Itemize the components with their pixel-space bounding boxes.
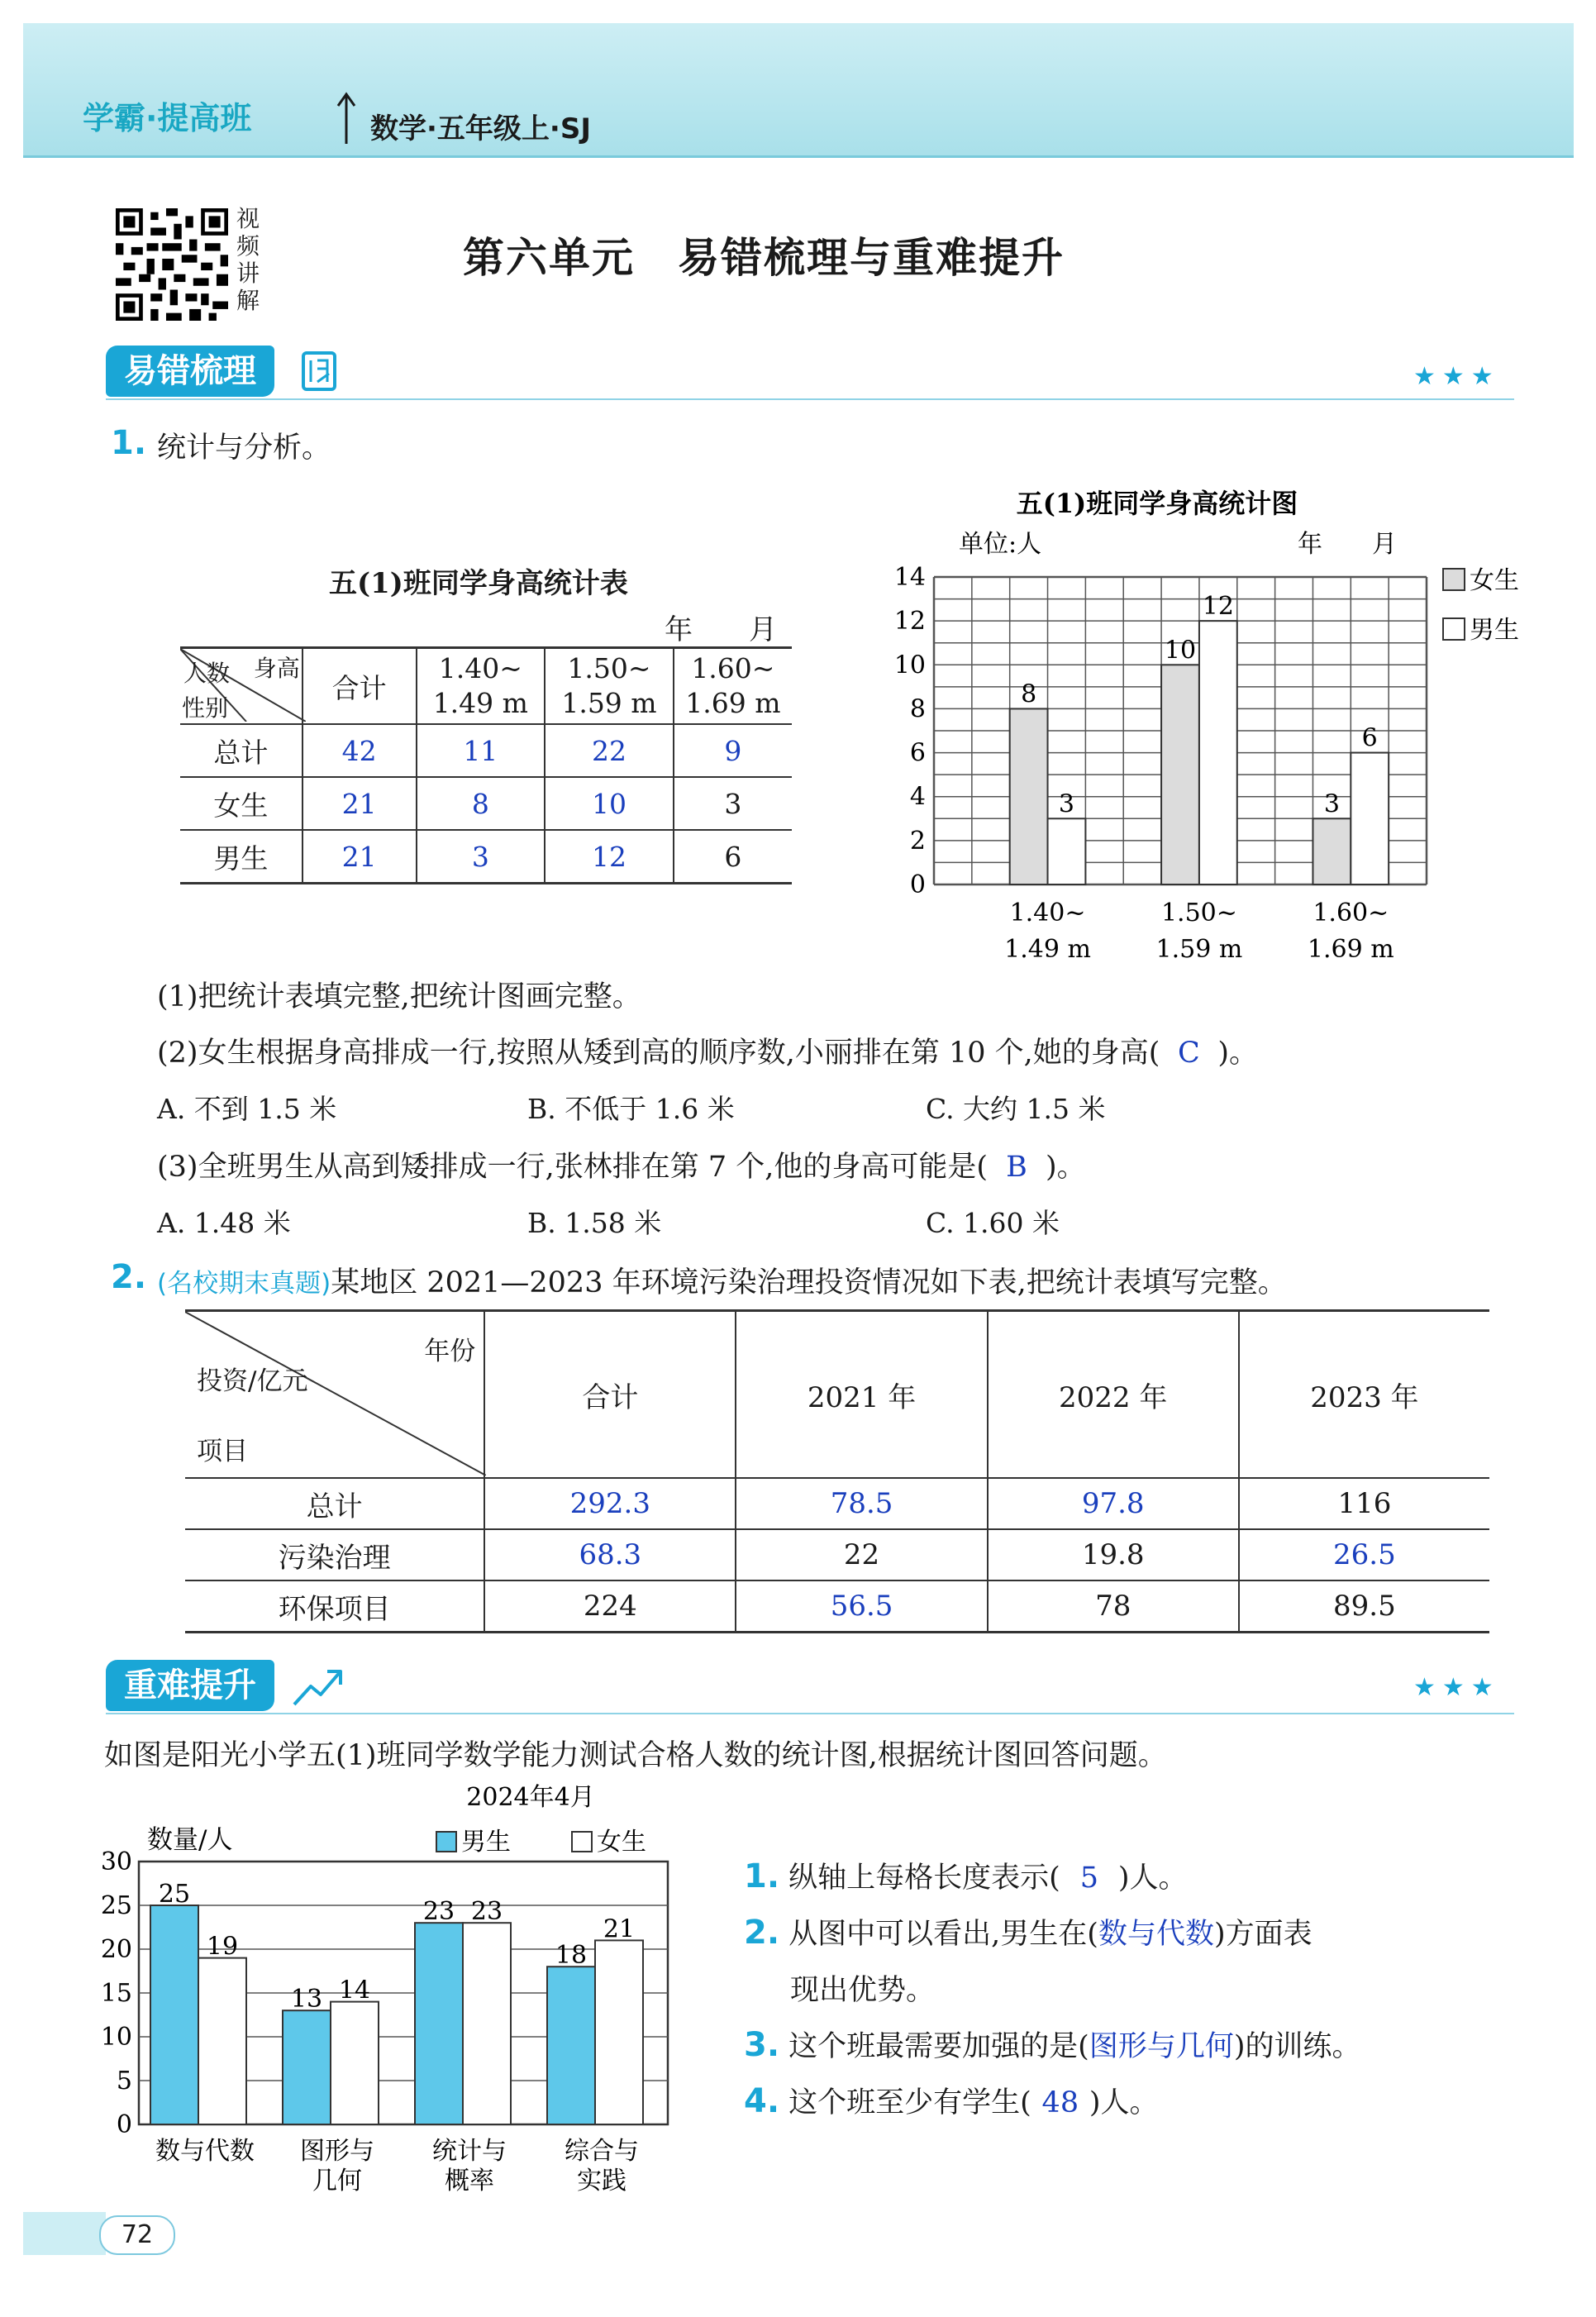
legend-swatch bbox=[436, 1832, 456, 1852]
section-divider bbox=[106, 398, 1514, 400]
header-cell: 2022 年 bbox=[988, 1311, 1239, 1479]
item-text-end: )人。 bbox=[1117, 1862, 1188, 1895]
item-text-end: )的训练。 bbox=[1233, 2030, 1361, 2063]
y-tick-label: 10 bbox=[100, 2023, 132, 2052]
y-tick-label: 14 bbox=[893, 563, 926, 592]
row-label: 男生 bbox=[180, 830, 303, 884]
y-tick-label: 0 bbox=[909, 870, 926, 899]
x-tick-label: 1.50~ bbox=[1160, 899, 1237, 927]
y-tick-label: 5 bbox=[116, 2067, 132, 2095]
y-tick-label: 6 bbox=[909, 738, 926, 768]
table-header-row bbox=[185, 1311, 1489, 1479]
table-row bbox=[185, 1529, 1489, 1580]
answer-cell: 56.5 bbox=[736, 1580, 987, 1633]
item-text: 纵轴上每格长度表示( bbox=[788, 1862, 1060, 1895]
corner-top-label: 年份 bbox=[424, 1337, 476, 1366]
table-date: 年 月 bbox=[665, 613, 777, 646]
bar-女生 bbox=[331, 2002, 379, 2124]
advance-item-4 bbox=[744, 2080, 1158, 2121]
option-c: C. 大约 1.5 米 bbox=[926, 1093, 1106, 1125]
bar-女生 bbox=[1161, 665, 1199, 884]
table-row bbox=[180, 830, 792, 884]
item-text: 这个班至少有学生( bbox=[788, 2086, 1031, 2119]
row-label: 女生 bbox=[180, 777, 303, 830]
table-cell: 89.5 bbox=[1239, 1580, 1489, 1633]
advance-item-2 bbox=[744, 1911, 1313, 1952]
section-review-label: 易错梳理 bbox=[124, 352, 256, 390]
table-row bbox=[185, 1580, 1489, 1633]
bar-男生 bbox=[1199, 621, 1237, 884]
y-tick-label: 15 bbox=[100, 1979, 132, 2008]
answer-field[interactable]: B bbox=[1006, 1151, 1027, 1184]
y-tick-label: 20 bbox=[100, 1935, 132, 1964]
data-label: 10 bbox=[1164, 636, 1197, 665]
review-icon bbox=[301, 350, 339, 392]
x-tick-label: 数与代数 bbox=[155, 2137, 255, 2166]
bar-男生 bbox=[415, 1923, 463, 2124]
legend-swatch bbox=[1443, 618, 1465, 640]
legend-swatch bbox=[1443, 569, 1465, 590]
answer-cell: 10 bbox=[545, 777, 674, 830]
answer-cell: 21 bbox=[303, 777, 417, 830]
data-label: 23 bbox=[470, 1897, 503, 1927]
x-tick-label: 统计与 bbox=[432, 2137, 507, 2166]
x-tick-label: 几何 bbox=[312, 2167, 362, 2195]
question-2-line bbox=[157, 1260, 1287, 1301]
brand-name: 学霸·提高班 bbox=[83, 100, 252, 136]
data-label: 25 bbox=[158, 1880, 191, 1909]
item-number: 4. bbox=[744, 2082, 780, 2120]
subquestion-3-end: )。 bbox=[1046, 1151, 1086, 1184]
corner-top-label: 身高 bbox=[253, 655, 300, 682]
header-cell: 2023 年 bbox=[1239, 1311, 1489, 1479]
item-text: 这个班最需要加强的是( bbox=[788, 2030, 1089, 2063]
data-label: 12 bbox=[1202, 592, 1234, 622]
y-tick-label: 2 bbox=[909, 826, 926, 856]
header-cell: 1.50~ 1.59 m bbox=[545, 648, 674, 725]
header-cell: 1.60~ 1.69 m bbox=[674, 648, 792, 725]
option-c: C. 1.60 米 bbox=[926, 1207, 1060, 1239]
legend-label: 男生 bbox=[1470, 616, 1519, 645]
subquestion-3-text: (3)全班男生从高到矮排成一行,张林排在第 7 个,他的身高可能是( bbox=[157, 1151, 989, 1184]
y-axis-label: 数量/人 bbox=[147, 1825, 233, 1855]
header-cell: 1.40~ 1.49 m bbox=[417, 648, 545, 725]
bar-男生 bbox=[547, 1967, 595, 2124]
page-header-band bbox=[23, 23, 1574, 158]
corner-mid-label: 人数 bbox=[183, 660, 231, 687]
table-cell: 22 bbox=[736, 1529, 987, 1580]
ability-bar-chart bbox=[99, 1777, 711, 2207]
x-tick-label: 概率 bbox=[445, 2167, 494, 2195]
answer-cell: 12 bbox=[545, 830, 674, 884]
y-tick-label: 8 bbox=[909, 694, 926, 724]
data-label: 21 bbox=[603, 1914, 636, 1944]
bar-女生 bbox=[463, 1923, 511, 2124]
table-row bbox=[180, 777, 792, 830]
qr-code-icon[interactable] bbox=[116, 208, 228, 321]
qr-label: 视频讲解 bbox=[236, 205, 260, 314]
item-number: 3. bbox=[744, 2026, 780, 2064]
chart-date: 年 月 bbox=[1298, 530, 1397, 559]
bar-女生 bbox=[198, 1958, 246, 2124]
source-tag: (名校期末真题) bbox=[157, 1269, 331, 1299]
item-text-end: )人。 bbox=[1089, 2086, 1159, 2119]
legend-label: 女生 bbox=[597, 1828, 646, 1857]
subquestion-1: (1)把统计表填完整,把统计图画完整。 bbox=[157, 980, 641, 1013]
y-tick-label: 12 bbox=[893, 607, 926, 636]
bar-男生 bbox=[1351, 753, 1389, 884]
advance-intro: 如图是阳光小学五(1)班同学数学能力测试合格人数的统计图,根据统计图回答问题。 bbox=[104, 1739, 1167, 1772]
height-stats-table bbox=[180, 646, 792, 884]
bar-女生 bbox=[595, 1940, 643, 2124]
subquestion-2-end: )。 bbox=[1217, 1037, 1259, 1070]
item-number: 1. bbox=[744, 1857, 780, 1895]
x-tick-label: 1.69 m bbox=[1307, 935, 1394, 964]
data-label: 8 bbox=[1021, 679, 1037, 709]
answer-field[interactable]: 5 bbox=[1079, 1862, 1098, 1895]
chart-date: 2024年4月 bbox=[466, 1783, 595, 1812]
x-tick-label: 1.49 m bbox=[1004, 935, 1091, 964]
chart-unit-label: 单位:人 bbox=[959, 530, 1042, 559]
header-cell: 合计 bbox=[303, 648, 417, 725]
row-label: 总计 bbox=[180, 724, 303, 777]
answer-cell: 8 bbox=[417, 777, 545, 830]
table-corner-cell bbox=[185, 1311, 484, 1479]
table-cell: 6 bbox=[674, 830, 792, 884]
answer-cell: 22 bbox=[545, 724, 674, 777]
data-label: 14 bbox=[338, 1976, 371, 2005]
item-text-end: )方面表 bbox=[1213, 1918, 1313, 1951]
trend-up-icon bbox=[289, 1661, 347, 1711]
section-head-advance bbox=[106, 1660, 274, 1711]
book-subject: 数学·五年级上·SJ bbox=[370, 112, 591, 145]
answer-field[interactable]: 数与代数 bbox=[1098, 1918, 1214, 1951]
row-label: 污染治理 bbox=[185, 1529, 484, 1580]
answer-cell: 26.5 bbox=[1239, 1529, 1489, 1580]
bar-男生 bbox=[1048, 818, 1086, 884]
subquestion-2-text: (2)女生根据身高排成一行,按照从矮到高的顺序数,小丽排在第 10 个,她的身高( bbox=[157, 1037, 1160, 1070]
header-cell: 合计 bbox=[484, 1311, 736, 1479]
chart-title: 五(1)班同学身高统计图 bbox=[1016, 488, 1298, 519]
bar-女生 bbox=[1010, 708, 1048, 884]
y-tick-label: 25 bbox=[100, 1891, 132, 1920]
data-label: 3 bbox=[1323, 789, 1340, 819]
corner-mid-label: 投资/亿元 bbox=[197, 1366, 308, 1396]
difficulty-stars: ★★★ bbox=[1413, 1673, 1500, 1702]
x-tick-label: 1.60~ bbox=[1313, 899, 1389, 927]
option-a: A. 1.48 米 bbox=[157, 1207, 291, 1239]
answer-cell: 292.3 bbox=[484, 1478, 736, 1529]
arrow-up-icon bbox=[334, 89, 359, 147]
question-number: 2. bbox=[111, 1258, 147, 1296]
table-corner-cell bbox=[180, 648, 303, 725]
table-header-row bbox=[180, 648, 792, 725]
table-cell: 116 bbox=[1239, 1478, 1489, 1529]
header-cell: 2021 年 bbox=[736, 1311, 987, 1479]
difficulty-stars: ★★★ bbox=[1413, 362, 1500, 391]
x-tick-label: 1.59 m bbox=[1155, 935, 1243, 964]
table-row bbox=[180, 724, 792, 777]
x-tick-label: 图形与 bbox=[300, 2137, 374, 2166]
answer-cell: 21 bbox=[303, 830, 417, 884]
answer-cell: 9 bbox=[674, 724, 792, 777]
row-label: 环保项目 bbox=[185, 1580, 484, 1633]
question-number: 1. bbox=[111, 424, 147, 462]
x-tick-label: 实践 bbox=[577, 2167, 626, 2195]
option-b: B. 1.58 米 bbox=[527, 1207, 662, 1239]
data-label: 13 bbox=[290, 1985, 323, 2014]
section-divider bbox=[106, 1713, 1514, 1714]
data-label: 3 bbox=[1058, 789, 1075, 819]
answer-field[interactable]: 48 bbox=[1041, 2086, 1079, 2119]
data-label: 6 bbox=[1361, 723, 1378, 753]
page-number: 72 bbox=[99, 2215, 175, 2255]
answer-cell: 78.5 bbox=[736, 1478, 987, 1529]
y-tick-label: 4 bbox=[909, 782, 926, 812]
answer-cell: 68.3 bbox=[484, 1529, 736, 1580]
item-number: 2. bbox=[744, 1914, 780, 1952]
answer-field[interactable]: C bbox=[1178, 1037, 1200, 1070]
bar-女生 bbox=[1313, 818, 1351, 884]
row-label: 总计 bbox=[185, 1478, 484, 1529]
data-label: 19 bbox=[206, 1932, 239, 1962]
legend-swatch bbox=[572, 1832, 592, 1852]
investment-table bbox=[185, 1309, 1489, 1633]
bar-男生 bbox=[150, 1905, 198, 2124]
corner-bottom-label: 性别 bbox=[182, 694, 229, 722]
page-number-bar bbox=[23, 2212, 106, 2255]
advance-item-3 bbox=[744, 2024, 1361, 2065]
table-cell: 78 bbox=[988, 1580, 1239, 1633]
y-tick-label: 10 bbox=[893, 651, 926, 680]
table-cell: 3 bbox=[674, 777, 792, 830]
legend-label: 男生 bbox=[461, 1828, 511, 1857]
legend-label: 女生 bbox=[1470, 566, 1519, 595]
answer-cell: 97.8 bbox=[988, 1478, 1239, 1529]
section-advance-label: 重难提升 bbox=[124, 1666, 256, 1704]
item-text: 从图中可以看出,男生在( bbox=[788, 1918, 1098, 1951]
question-text: 某地区 2021—2023 年环境污染治理投资情况如下表,把统计表填写完整。 bbox=[331, 1266, 1287, 1299]
answer-cell: 11 bbox=[417, 724, 545, 777]
subquestion-3 bbox=[157, 1144, 1086, 1185]
bar-男生 bbox=[283, 2010, 331, 2124]
y-tick-label: 0 bbox=[116, 2110, 132, 2139]
option-a: A. 不到 1.5 米 bbox=[157, 1093, 337, 1125]
table-cell: 224 bbox=[484, 1580, 736, 1633]
advance-item-1 bbox=[744, 1855, 1187, 1896]
height-bar-chart bbox=[876, 479, 1537, 967]
table-cell: 19.8 bbox=[988, 1529, 1239, 1580]
data-label: 18 bbox=[555, 1941, 588, 1971]
x-tick-label: 1.40~ bbox=[1009, 899, 1086, 927]
answer-cell: 3 bbox=[417, 830, 545, 884]
page-title: 第六单元 易错梳理与重难提升 bbox=[463, 234, 1065, 282]
option-b: B. 不低于 1.6 米 bbox=[527, 1093, 735, 1125]
data-label: 23 bbox=[422, 1897, 455, 1927]
x-tick-label: 综合与 bbox=[565, 2137, 639, 2166]
subquestion-2 bbox=[157, 1030, 1258, 1071]
y-tick-label: 30 bbox=[100, 1847, 132, 1876]
section-head-review bbox=[106, 346, 274, 397]
table-title: 五(1)班同学身高统计表 bbox=[329, 567, 628, 600]
answer-field[interactable]: 图形与几何 bbox=[1089, 2030, 1234, 2063]
answer-cell: 42 bbox=[303, 724, 417, 777]
corner-bottom-label: 项目 bbox=[197, 1437, 248, 1466]
question-text: 统计与分析。 bbox=[157, 431, 331, 465]
table-row bbox=[185, 1478, 1489, 1529]
advance-item-2-cont: 现出优势。 bbox=[790, 1974, 936, 2007]
